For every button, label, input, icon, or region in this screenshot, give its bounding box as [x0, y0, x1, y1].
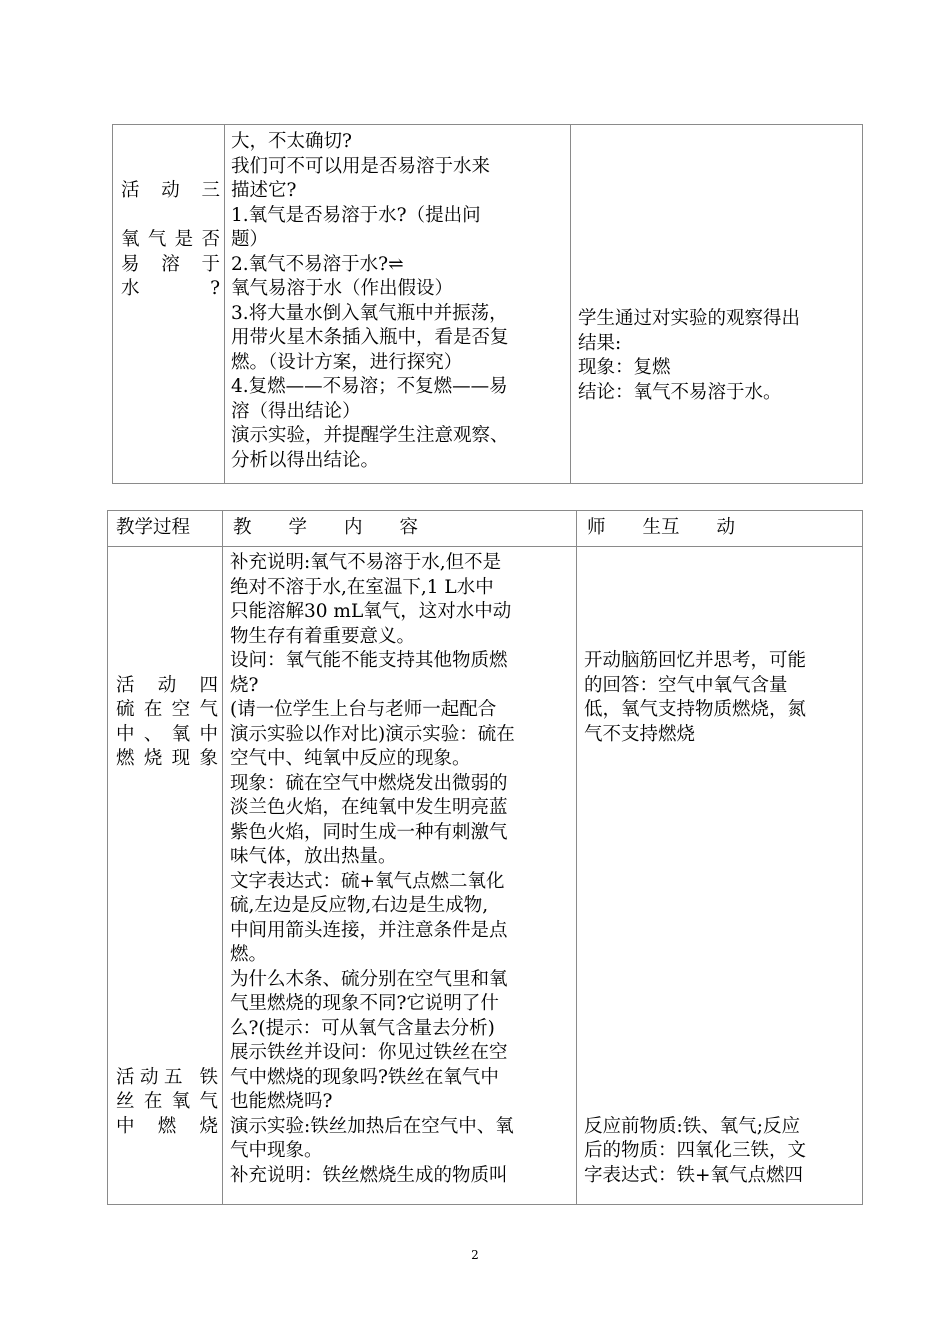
text-line: 紫色火焰，同时生成一种有刺激气 [230, 821, 508, 843]
text-line: 我们可不可以用是否易溶于水来 [231, 155, 491, 177]
header-content-text: 教 学 内 容 [233, 517, 419, 538]
text-line [116, 894, 218, 919]
text-line: 活动五 铁 [116, 1066, 218, 1088]
text-line: 为什么木条、硫分别在空气里和氧 [230, 968, 508, 990]
text-line: 文字表达式：硫+氧气点燃二氧化 [230, 870, 505, 892]
text-line: 燃。（设计方案，进行探究） [231, 351, 463, 373]
text-line [116, 576, 218, 601]
text-line: 结果: [578, 332, 622, 354]
text-line: 丝在氧气 [116, 1091, 218, 1112]
text-line [584, 870, 858, 895]
text-line: 大，不太确切? [231, 131, 352, 152]
text-line: 展示铁丝并设问：你见过铁丝在空 [230, 1042, 508, 1063]
header-process [108, 511, 223, 547]
text-line: 后的物质：四氧化三铁，文 [584, 1140, 807, 1161]
text-line [584, 919, 858, 944]
text-line: 绝对不溶于水,在室温下,1 L水中 [230, 576, 494, 598]
text-line: 中间用箭头连接，并注意条件是点 [230, 919, 508, 941]
text-line: 硫,左边是反应物,右边是生成物, [230, 895, 489, 916]
teaching-process-table [107, 510, 863, 1205]
header-interaction-text: 师 生互 动 [587, 517, 736, 538]
text-line [584, 1066, 858, 1091]
text-line: 气里燃烧的现象不同?它说明了什 [230, 993, 499, 1014]
text-line [116, 625, 218, 650]
text-line [584, 1041, 858, 1066]
text-line [584, 943, 858, 968]
text-line: 气中现象。 [230, 1140, 323, 1161]
text-line: 演示实验，并提醒学生注意观察、 [231, 425, 509, 446]
text-line [584, 772, 858, 797]
text-line: 描述它? [231, 180, 297, 201]
text-line: 分析以得出结论。 [231, 449, 380, 471]
text-line [584, 600, 858, 625]
header-process-text: 教学过程 [116, 517, 191, 538]
text-line [584, 625, 858, 650]
text-line [116, 870, 218, 895]
interaction-cell [577, 547, 863, 1205]
text-line: 中、氧中 [116, 723, 218, 745]
text-line: 低，氧气支持物质燃烧，氮 [584, 699, 807, 720]
text-line: 气中燃烧的现象吗?铁丝在氧气中 [230, 1066, 499, 1088]
text-line [116, 919, 218, 944]
text-line: 用带火星木条插入瓶中，看是否复 [231, 327, 509, 348]
text-line: 1.氧气是否易溶于水?（提出问 [231, 204, 481, 226]
text-line: 活动三 [121, 180, 220, 201]
text-line: 3.将大量水倒入氧气瓶中并振荡， [231, 302, 508, 324]
text-line: 物生存有着重要意义。 [230, 625, 416, 647]
text-line [584, 845, 858, 870]
text-line: 氧气易溶于水（作出假设） [231, 278, 454, 299]
text-line: 学生通过对实验的观察得出 [578, 308, 801, 329]
page-number: 2 [471, 1248, 479, 1262]
text-line: 补充说明:氧气不易溶于水,但不是 [230, 552, 502, 573]
text-line [116, 821, 218, 846]
text-line: 中燃烧 [116, 1115, 218, 1137]
text-line: 演示实验以作对比)演示实验：硫在 [230, 723, 515, 745]
header-interaction [577, 511, 863, 547]
teaching-content-cell [225, 125, 571, 484]
text-line [121, 204, 220, 229]
text-line [116, 772, 218, 797]
text-line: 么?(提示：可从氧气含量去分析) [230, 1017, 495, 1039]
text-line: 结论：氧气不易溶于水。 [578, 381, 782, 403]
text-line: 反应前物质:铁、氧气;反应 [584, 1115, 800, 1137]
text-line: 味气体，放出热量。 [230, 846, 397, 867]
process-cell [108, 547, 223, 1205]
activity-three-table [112, 124, 863, 484]
text-line: 空气中、纯氧中反应的现象。 [230, 748, 471, 769]
text-line [116, 1041, 218, 1066]
text-line: 水? [121, 278, 220, 299]
text-line: 字表达式：铁+氧气点燃四 [584, 1164, 804, 1186]
text-line: 氧气是否 [121, 229, 220, 250]
text-line: 烧? [230, 674, 259, 696]
text-line: 的回答：空气中氧气含量 [584, 674, 788, 696]
text-line: 只能溶解30 mL氧气，这对水中动 [230, 601, 512, 622]
activity-name-cell [113, 125, 225, 484]
header-content [223, 511, 577, 547]
text-line: 现象：硫在空气中燃烧发出微弱的 [230, 772, 508, 794]
text-line [116, 845, 218, 870]
text-line [584, 894, 858, 919]
text-line: 题） [231, 229, 269, 250]
text-line: (请一位学生上台与老师一起配合 [230, 699, 497, 720]
text-line [584, 968, 858, 993]
interaction-cell [571, 125, 863, 484]
text-line: 燃烧现象 [116, 748, 218, 769]
text-line [116, 551, 218, 576]
text-line [584, 576, 858, 601]
text-line [116, 1017, 218, 1042]
text-line: 活动四 [116, 674, 218, 696]
text-line [584, 796, 858, 821]
text-line: 也能燃烧吗? [230, 1091, 333, 1112]
content-cell [223, 547, 577, 1205]
text-line [116, 968, 218, 993]
text-line: 4.复燃——不易溶；不复燃——易 [231, 376, 508, 397]
text-line [116, 600, 218, 625]
text-line: 现象：复燃 [578, 357, 671, 378]
text-line: 易 溶 于 [121, 253, 220, 275]
text-line [584, 992, 858, 1017]
text-line: 2.氧气不易溶于水?⇌ [231, 253, 404, 275]
text-line [584, 821, 858, 846]
text-line: 开动脑筋回忆并思考，可能 [584, 650, 807, 671]
text-line [584, 1017, 858, 1042]
text-line [584, 1090, 858, 1115]
text-line [116, 992, 218, 1017]
text-line: 设问：氧气能不能支持其他物质燃 [230, 650, 508, 671]
text-line: 演示实验:铁丝加热后在空气中、氧 [230, 1115, 514, 1137]
text-line [116, 796, 218, 821]
text-line: 燃。 [230, 944, 268, 965]
text-line: 补充说明：铁丝燃烧生成的物质叫 [230, 1164, 508, 1186]
text-line: 溶（得出结论） [231, 400, 361, 422]
text-line [584, 747, 858, 772]
text-line [116, 943, 218, 968]
text-line [116, 649, 218, 674]
text-line [584, 551, 858, 576]
text-line: 气不支持燃烧 [584, 723, 696, 745]
text-line: 淡兰色火焰，在纯氧中发生明亮蓝 [230, 797, 508, 818]
text-line: 硫在空气 [116, 699, 218, 720]
